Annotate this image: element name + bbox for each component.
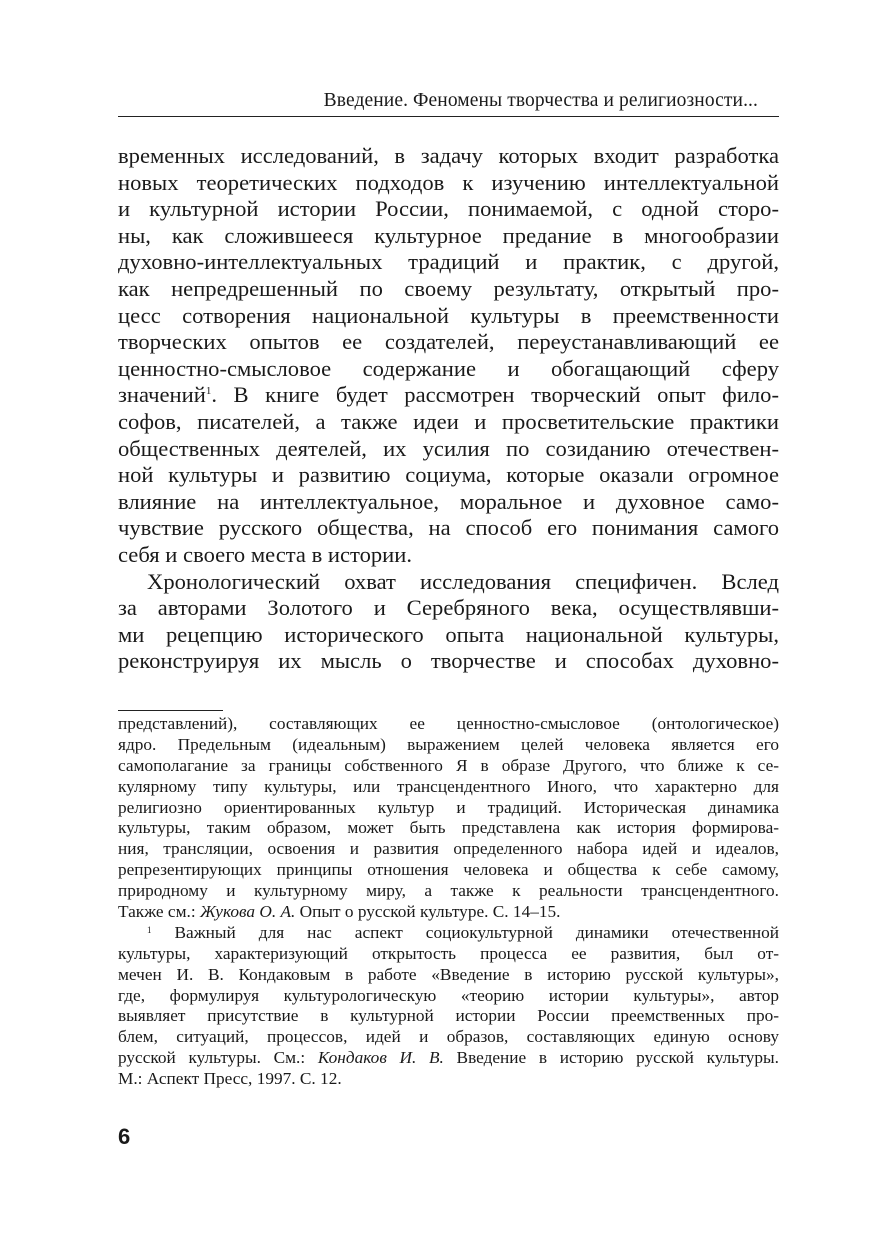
footnote-line: кулярному типу культуры, или трансцендентного Иного, что характерно для xyxy=(118,776,779,796)
text-line: общественных деятелей, их усилия по созиданию отечествен- xyxy=(118,435,779,461)
cited-author: Жукова О. А. xyxy=(199,902,296,922)
text-fragment: значений xyxy=(118,382,206,408)
footnote-line: представлений), составляющих ее ценностно-смысловое (онтологическое) xyxy=(118,714,779,733)
footnote-line: культуры, характеризующий открытость процесса ее развития, был от- xyxy=(118,943,779,963)
footnote-separator xyxy=(118,710,223,711)
text-line: за авторами Золотого и Серебряного века, осуществлявши- xyxy=(118,595,779,621)
footnote-line: выявляет присутствие в культурной истории России преемственных про- xyxy=(118,1006,779,1026)
text-fragment: Введение в историю русской культуры. xyxy=(443,1048,779,1068)
text-line xyxy=(118,382,779,409)
text-line: ной культуры и развитию социума, которые оказали огромное xyxy=(118,462,779,488)
footnote-marker: 1 xyxy=(147,924,152,935)
cited-author: Кондаков И. В. xyxy=(317,1048,444,1068)
running-header: Введение. Феномены творчества и религиозности... xyxy=(118,88,779,117)
footnote-line: природному и культурному миру, а также к реальности трансцендентного. xyxy=(118,881,779,901)
text-line: временных исследований, в задачу которых входит разработка xyxy=(118,143,779,168)
text-fragment: Важный для нас аспект социокультурной динамики отечественной xyxy=(151,922,779,942)
text-line: духовно-интеллектуальных традиций и практик, с другой, xyxy=(118,249,779,275)
footnote-line: мечен И. В. Кондаковым в работе «Введение в историю русской культуры», xyxy=(118,964,779,984)
text-fragment: русской культуры. См.: xyxy=(118,1048,318,1068)
text-line: и культурной истории России, понимаемой, с одной сторо- xyxy=(118,196,779,222)
text-line: ми рецепцию исторического опыта национальной культуры, xyxy=(118,621,779,647)
text-fragment: Опыт о русской культуре. С. 14–15. xyxy=(295,902,561,922)
footnote-line xyxy=(118,923,779,944)
footnote-line: где, формулируя культурологическую «теорию истории культуры», автор xyxy=(118,985,779,1005)
footnote-line: репрезентирующих принципы отношения человека и общества к себе самому, xyxy=(118,860,779,880)
main-text xyxy=(118,143,779,675)
footnote-line: религиозно ориентированных культур и традиций. Историческая динамика xyxy=(118,797,779,817)
footnote-line: ядро. Предельным (идеальным) выражением целей человека является его xyxy=(118,734,779,754)
text-fragment: Также см.: xyxy=(118,902,200,922)
footnote-line: культуры, таким образом, может быть представлена как история формирова- xyxy=(118,818,779,838)
text-line: Хронологический охват исследования специфичен. Вслед xyxy=(147,568,779,594)
footnote-line xyxy=(118,902,779,923)
text-line: себя и своего места в истории. xyxy=(118,541,413,567)
footnote-line: блем, ситуаций, процессов, идей и образов, составляющих единую основу xyxy=(118,1027,779,1047)
text-line: ценностно-смысловое содержание и обогащающий сферу xyxy=(118,355,779,381)
text-line: как непредрешенный по своему результату, открытый про- xyxy=(118,275,779,301)
footnote-ref[interactable]: 1 xyxy=(205,385,212,398)
text-line: софов, писателей, а также идеи и просветительские практики xyxy=(118,408,779,434)
footnote-line: самополагание за границы собственного Я в образе Другого, что ближе к се- xyxy=(118,755,779,775)
text-line: ны, как сложившееся культурное предание в многообразии xyxy=(118,222,779,248)
text-line: новых теоретических подходов к изучению интеллектуальной xyxy=(118,169,779,195)
footnote-line: ния, трансляции, освоения и развития определенного набора идей и идеалов, xyxy=(118,839,779,859)
text-fragment: . В книге будет рассмотрен творческий опыт фило- xyxy=(211,382,779,408)
footnote-line xyxy=(118,1048,779,1069)
text-line: влияние на интеллектуальное, моральное и духовное само- xyxy=(118,488,779,514)
footnotes xyxy=(118,714,779,1090)
footnote-line: М.: Аспект Пресс, 1997. С. 12. xyxy=(118,1069,342,1089)
text-line: творческих опытов ее создателей, переустанавливающий ее xyxy=(118,329,779,355)
text-line: реконструируя их мысль о творчестве и способах духовно- xyxy=(118,648,779,674)
text-line: чувствие русского общества, на способ его понимания самого xyxy=(118,515,779,541)
text-line: цесс сотворения национальной культуры в преемственности xyxy=(118,302,779,328)
page-number: 6 xyxy=(118,1124,131,1149)
